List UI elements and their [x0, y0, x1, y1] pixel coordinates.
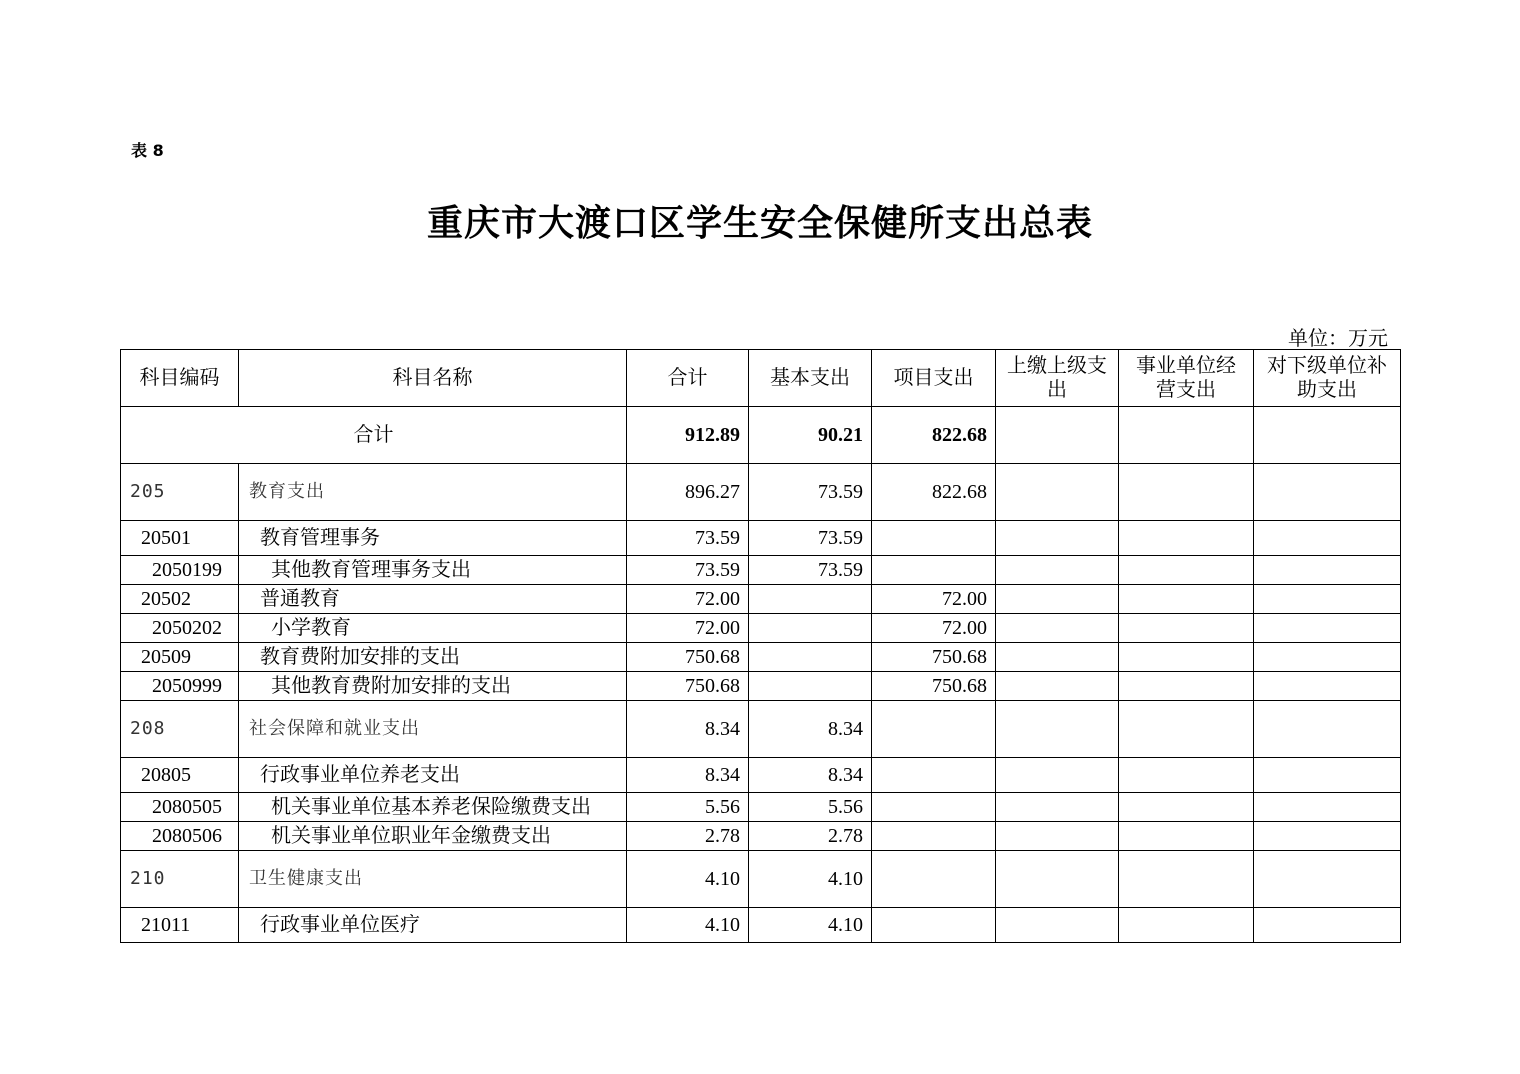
cell-name: 普通教育 — [239, 585, 627, 614]
cell-business — [1119, 672, 1254, 701]
cell-superior — [996, 464, 1119, 521]
total-business — [1119, 407, 1254, 464]
cell-basic — [749, 643, 872, 672]
cell-project: 822.68 — [872, 464, 996, 521]
cell-business — [1119, 556, 1254, 585]
header-business: 事业单位经营支出 — [1119, 350, 1254, 407]
cell-business — [1119, 701, 1254, 758]
table-row — [121, 758, 1401, 793]
table-row — [121, 521, 1401, 556]
cell-basic — [749, 672, 872, 701]
cell-basic — [749, 614, 872, 643]
cell-basic: 73.59 — [749, 556, 872, 585]
cell-superior — [996, 758, 1119, 793]
cell-basic: 5.56 — [749, 793, 872, 822]
header-subsidy: 对下级单位补助支出 — [1254, 350, 1401, 407]
cell-business — [1119, 758, 1254, 793]
table-row — [121, 851, 1401, 908]
document-title: 重庆市大渡口区学生安全保健所支出总表 — [426, 203, 1093, 244]
cell-basic: 8.34 — [749, 701, 872, 758]
cell-name: 行政事业单位医疗 — [239, 908, 627, 943]
cell-business — [1119, 908, 1254, 943]
cell-name: 教育支出 — [239, 464, 627, 521]
cell-subsidy — [1254, 851, 1401, 908]
table-row — [121, 464, 1401, 521]
cell-project — [872, 793, 996, 822]
cell-subsidy — [1254, 464, 1401, 521]
cell-sum: 750.68 — [627, 672, 749, 701]
cell-basic: 8.34 — [749, 758, 872, 793]
header-superior: 上缴上级支出 — [996, 350, 1119, 407]
cell-superior — [996, 672, 1119, 701]
cell-sum: 72.00 — [627, 614, 749, 643]
cell-business — [1119, 793, 1254, 822]
table-row — [121, 643, 1401, 672]
cell-subsidy — [1254, 614, 1401, 643]
total-basic: 90.21 — [749, 407, 872, 464]
cell-subsidy — [1254, 643, 1401, 672]
cell-superior — [996, 521, 1119, 556]
cell-business — [1119, 822, 1254, 851]
cell-sum: 5.56 — [627, 793, 749, 822]
unit-label: 单位：万元 — [1288, 328, 1388, 350]
cell-sum: 72.00 — [627, 585, 749, 614]
cell-project: 72.00 — [872, 614, 996, 643]
table-row — [121, 701, 1401, 758]
cell-code: 210 — [121, 851, 239, 908]
cell-project — [872, 521, 996, 556]
cell-business — [1119, 851, 1254, 908]
total-row — [121, 407, 1401, 464]
cell-subsidy — [1254, 585, 1401, 614]
cell-code: 2050999 — [121, 672, 239, 701]
cell-superior — [996, 556, 1119, 585]
cell-project — [872, 556, 996, 585]
cell-code: 2080505 — [121, 793, 239, 822]
cell-name: 小学教育 — [239, 614, 627, 643]
cell-superior — [996, 851, 1119, 908]
cell-name: 教育管理事务 — [239, 521, 627, 556]
header-row — [121, 350, 1401, 407]
cell-sum: 73.59 — [627, 556, 749, 585]
total-sum: 912.89 — [627, 407, 749, 464]
cell-sum: 2.78 — [627, 822, 749, 851]
cell-name: 社会保障和就业支出 — [239, 701, 627, 758]
cell-superior — [996, 643, 1119, 672]
cell-name: 其他教育费附加安排的支出 — [239, 672, 627, 701]
cell-basic: 4.10 — [749, 908, 872, 943]
table-row — [121, 793, 1401, 822]
cell-subsidy — [1254, 758, 1401, 793]
total-label: 合计 — [121, 407, 627, 464]
cell-project — [872, 851, 996, 908]
cell-code: 20805 — [121, 758, 239, 793]
table-row — [121, 908, 1401, 943]
cell-subsidy — [1254, 793, 1401, 822]
cell-business — [1119, 614, 1254, 643]
cell-basic — [749, 585, 872, 614]
table-row — [121, 585, 1401, 614]
cell-basic: 73.59 — [749, 521, 872, 556]
header-basic: 基本支出 — [749, 350, 872, 407]
cell-superior — [996, 793, 1119, 822]
cell-project: 750.68 — [872, 672, 996, 701]
cell-project: 750.68 — [872, 643, 996, 672]
cell-subsidy — [1254, 521, 1401, 556]
cell-subsidy — [1254, 556, 1401, 585]
cell-project: 72.00 — [872, 585, 996, 614]
cell-business — [1119, 643, 1254, 672]
cell-subsidy — [1254, 908, 1401, 943]
cell-code: 20501 — [121, 521, 239, 556]
cell-subsidy — [1254, 822, 1401, 851]
header-name: 科目名称 — [239, 350, 627, 407]
cell-business — [1119, 585, 1254, 614]
total-superior — [996, 407, 1119, 464]
header-sum: 合计 — [627, 350, 749, 407]
cell-name: 行政事业单位养老支出 — [239, 758, 627, 793]
cell-sum: 4.10 — [627, 908, 749, 943]
cell-project — [872, 908, 996, 943]
cell-code: 205 — [121, 464, 239, 521]
cell-name: 教育费附加安排的支出 — [239, 643, 627, 672]
header-project: 项目支出 — [872, 350, 996, 407]
cell-code: 2080506 — [121, 822, 239, 851]
total-project: 822.68 — [872, 407, 996, 464]
cell-sum: 750.68 — [627, 643, 749, 672]
table-number: 表 8 — [131, 141, 164, 160]
cell-project — [872, 701, 996, 758]
expenditure-table — [120, 349, 1401, 943]
total-subsidy — [1254, 407, 1401, 464]
cell-code: 20509 — [121, 643, 239, 672]
table-row — [121, 614, 1401, 643]
cell-code: 20502 — [121, 585, 239, 614]
cell-project — [872, 758, 996, 793]
cell-code: 2050202 — [121, 614, 239, 643]
cell-sum: 73.59 — [627, 521, 749, 556]
cell-superior — [996, 614, 1119, 643]
cell-basic: 73.59 — [749, 464, 872, 521]
table-row — [121, 556, 1401, 585]
cell-code: 21011 — [121, 908, 239, 943]
cell-basic: 4.10 — [749, 851, 872, 908]
cell-superior — [996, 822, 1119, 851]
cell-superior — [996, 585, 1119, 614]
cell-sum: 8.34 — [627, 758, 749, 793]
cell-basic: 2.78 — [749, 822, 872, 851]
header-code: 科目编码 — [121, 350, 239, 407]
cell-name: 机关事业单位基本养老保险缴费支出 — [239, 793, 627, 822]
table-row — [121, 672, 1401, 701]
cell-sum: 4.10 — [627, 851, 749, 908]
cell-business — [1119, 521, 1254, 556]
cell-subsidy — [1254, 701, 1401, 758]
cell-subsidy — [1254, 672, 1401, 701]
cell-sum: 8.34 — [627, 701, 749, 758]
cell-name: 机关事业单位职业年金缴费支出 — [239, 822, 627, 851]
cell-business — [1119, 464, 1254, 521]
cell-superior — [996, 701, 1119, 758]
cell-sum: 896.27 — [627, 464, 749, 521]
cell-code: 2050199 — [121, 556, 239, 585]
cell-code: 208 — [121, 701, 239, 758]
table-row — [121, 822, 1401, 851]
cell-name: 其他教育管理事务支出 — [239, 556, 627, 585]
cell-name: 卫生健康支出 — [239, 851, 627, 908]
cell-superior — [996, 908, 1119, 943]
cell-project — [872, 822, 996, 851]
